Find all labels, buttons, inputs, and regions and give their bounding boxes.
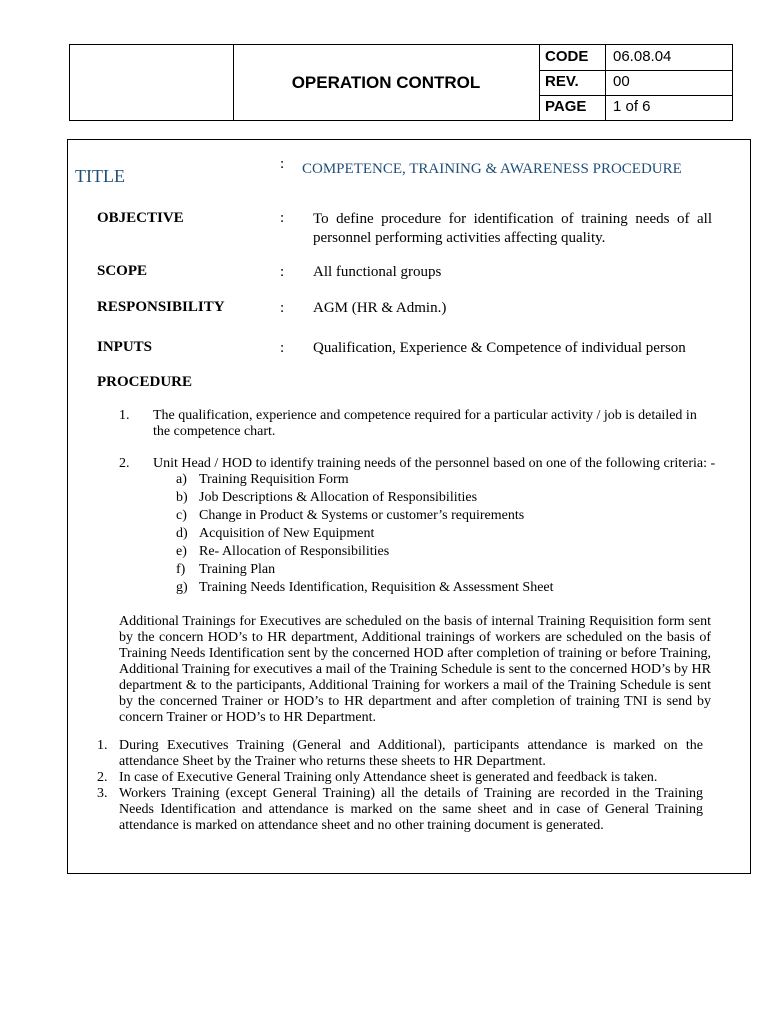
objective-colon: : (280, 210, 285, 226)
code-value: 06.08.04 (613, 48, 672, 65)
objective-label: OBJECTIVE (97, 210, 184, 226)
title-value: COMPETENCE, TRAINING & AWARENESS PROCEDURE (302, 161, 682, 177)
objective-value: To define procedure for identification of training needs of all personnel performing activities affecting quality. (313, 211, 712, 246)
criteria-item (176, 544, 554, 562)
criteria-item (176, 526, 554, 544)
criteria-text: Job Descriptions & Allocation of Responsibilities (199, 490, 478, 505)
responsibility-colon: : (280, 300, 285, 316)
criteria-text: Acquisition of New Equipment (199, 526, 375, 541)
note-number: 2. (97, 770, 108, 785)
document-header (69, 44, 733, 121)
rev-value: 00 (613, 73, 630, 90)
step-1-text: The qualification, experience and competence required for a particular activity / job is detailed in the competence chart. (153, 408, 697, 439)
criteria-item (176, 580, 554, 598)
procedure-heading: PROCEDURE (97, 374, 193, 390)
code-label: CODE (539, 45, 606, 70)
criteria-letter: g) (176, 580, 188, 595)
header-title: OPERATION CONTROL (233, 45, 540, 120)
page-label: PAGE (539, 95, 606, 120)
criteria-item (176, 490, 554, 508)
criteria-item (176, 472, 554, 490)
criteria-letter: f) (176, 562, 186, 577)
additional-trainings-paragraph: Additional Trainings for Executives are scheduled on the basis of internal Training Requisition form sent by the concern HOD’s to HR department, Additional trainings of workers are scheduled on the basis of Training Needs Identification sent by the concerned HOD after completion of training or before Training, Additional Training for executives a mail of the Training Schedule is sent to the concerned HOD’s by HR department & to the participants, Additional Training for workers a mail of the Training Schedule is sent by the concerned Trainer or HOD’s to HR department and after completion of training TNI is send by concern Trainer or HOD’s to HR Department. (119, 614, 711, 725)
logo-cell (70, 45, 234, 120)
criteria-letter: e) (176, 544, 187, 559)
rev-row (539, 70, 732, 96)
note-text: Workers Training (except General Training) all the details of Training are recorded in the Training Needs Identification and attendance is marked on the same sheet and in case of General Training attendance is marked on attendance sheet and no other training document is generated. (119, 786, 703, 833)
scope-value: All functional groups (313, 264, 442, 280)
note-number: 3. (97, 786, 108, 801)
criteria-item (176, 508, 554, 526)
scope-colon: : (280, 264, 285, 280)
criteria-text: Training Needs Identification, Requisition & Assessment Sheet (199, 580, 554, 595)
header-meta (539, 45, 732, 120)
criteria-text: Training Requisition Form (199, 472, 349, 487)
note-text: During Executives Training (General and Additional), participants attendance is marked on the attendance Sheet by the Trainer who returns these sheets to HR Department. (119, 738, 703, 769)
criteria-letter: b) (176, 490, 188, 505)
code-row (539, 45, 732, 71)
criteria-item (176, 562, 554, 580)
criteria-letter: c) (176, 508, 187, 523)
note-item (97, 738, 703, 770)
criteria-letter: d) (176, 526, 188, 541)
step-2-text: Unit Head / HOD to identify training needs of the personnel based on one of the following criteria: - (153, 456, 716, 471)
criteria-text: Change in Product & Systems or customer’s requirements (199, 508, 525, 523)
page-row (539, 95, 732, 120)
responsibility-label: RESPONSIBILITY (97, 299, 225, 315)
inputs-colon: : (280, 340, 285, 356)
title-label: TITLE (75, 166, 125, 186)
responsibility-value: AGM (HR & Admin.) (313, 300, 447, 316)
criteria-text: Re- Allocation of Responsibilities (199, 544, 390, 559)
criteria-letter: a) (176, 472, 187, 487)
rev-label: REV. (539, 70, 606, 95)
scope-label: SCOPE (97, 263, 148, 279)
step-2-number: 2. (119, 456, 130, 471)
notes-list (97, 738, 703, 834)
note-number: 1. (97, 738, 108, 753)
step-1-number: 1. (119, 408, 130, 423)
criteria-text: Training Plan (199, 562, 276, 577)
page-value: 1 of 6 (613, 98, 651, 115)
inputs-label: INPUTS (97, 339, 153, 355)
note-item (97, 786, 703, 834)
note-text: In case of Executive General Training only Attendance sheet is generated and feedback is taken. (119, 770, 658, 785)
inputs-value: Qualification, Experience & Competence of individual person (313, 340, 686, 356)
note-item (97, 770, 703, 786)
criteria-list (176, 472, 554, 598)
title-colon: : (280, 156, 285, 172)
